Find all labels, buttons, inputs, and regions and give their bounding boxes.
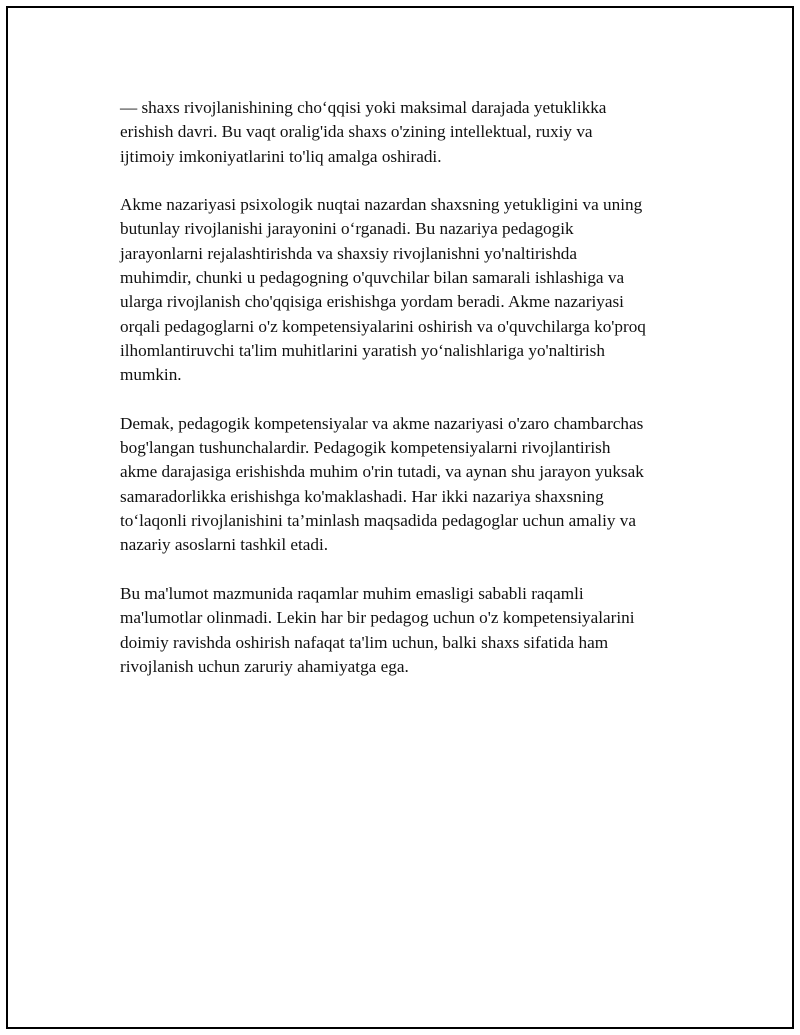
text-line: — shaxs rivojlanishining cho‘qqisi yoki maksimal darajada yetuklikka	[120, 98, 607, 117]
text-line: ilhomlantiruvchi ta'lim muhitlarini yaratish yo‘nalishlariga yo'naltirish	[120, 340, 605, 360]
text-line: doimiy ravishda oshirish nafaqat ta'lim uchun, balki shaxs sifatida ham	[120, 632, 609, 652]
paragraph-akme-definition	[120, 96, 700, 169]
text-line: butunlay rivojlanishi jarayonini o‘rganadi. Bu nazariya pedagogik	[120, 219, 574, 239]
text-line: bog'langan tushunchalardir. Pedagogik kompetensiyalarni rivojlantirish	[120, 438, 611, 458]
paragraph-akme-theory	[120, 193, 700, 387]
text-line: muhimdir, chunki u pedagogning o'quvchilar bilan samarali ishlashiga va	[120, 268, 625, 288]
text-line: erishish davri. Bu vaqt oralig'ida shaxs o'zining intellektual, ruxiy va	[120, 122, 593, 142]
document-body	[120, 96, 700, 703]
text-line: akme darajasiga erishishda muhim o'rin tutadi, va aynan shu jarayon yuksak	[120, 462, 644, 482]
paragraph-conclusion	[120, 412, 700, 558]
text-line: jarayonlarni rejalashtirishda va shaxsiy rivojlanishni yo'naltirishda	[120, 243, 578, 263]
text-line: to‘laqonli rivojlanishini ta’minlash maqsadida pedagoglar uchun amaliy va	[120, 511, 636, 531]
page-frame	[6, 6, 794, 1029]
text-line: Demak, pedagogik kompetensiyalar va akme nazariyasi o'zaro chambarchas	[120, 413, 644, 433]
text-line: orqali pedagoglarni o'z kompetensiyalarini oshirish va o'quvchilarga ko'proq	[120, 316, 646, 336]
text-line: samaradorlikka erishishga ko'maklashadi. Har ikki nazariya shaxsning	[120, 486, 604, 506]
text-line: rivojlanish uchun zaruriy ahamiyatga ega.	[120, 656, 409, 676]
text-line: Akme nazariyasi psixologik nuqtai nazardan shaxsning yetukligini va uning	[120, 195, 643, 215]
text-line: ijtimoiy imkoniyatlarini to'liq amalga oshiradi.	[120, 146, 442, 166]
text-line: ularga rivojlanish cho'qqisiga erishishga yordam beradi. Akme nazariyasi	[120, 292, 624, 312]
text-line: mumkin.	[120, 365, 182, 385]
text-line: Bu ma'lumot mazmunida raqamlar muhim emasligi sababli raqamli	[120, 583, 584, 603]
text-line: ma'lumotlar olinmadi. Lekin har bir pedagog uchun o'z kompetensiyalarini	[120, 608, 635, 628]
paragraph-note	[120, 582, 700, 679]
text-line: nazariy asoslarni tashkil etadi.	[120, 535, 329, 555]
